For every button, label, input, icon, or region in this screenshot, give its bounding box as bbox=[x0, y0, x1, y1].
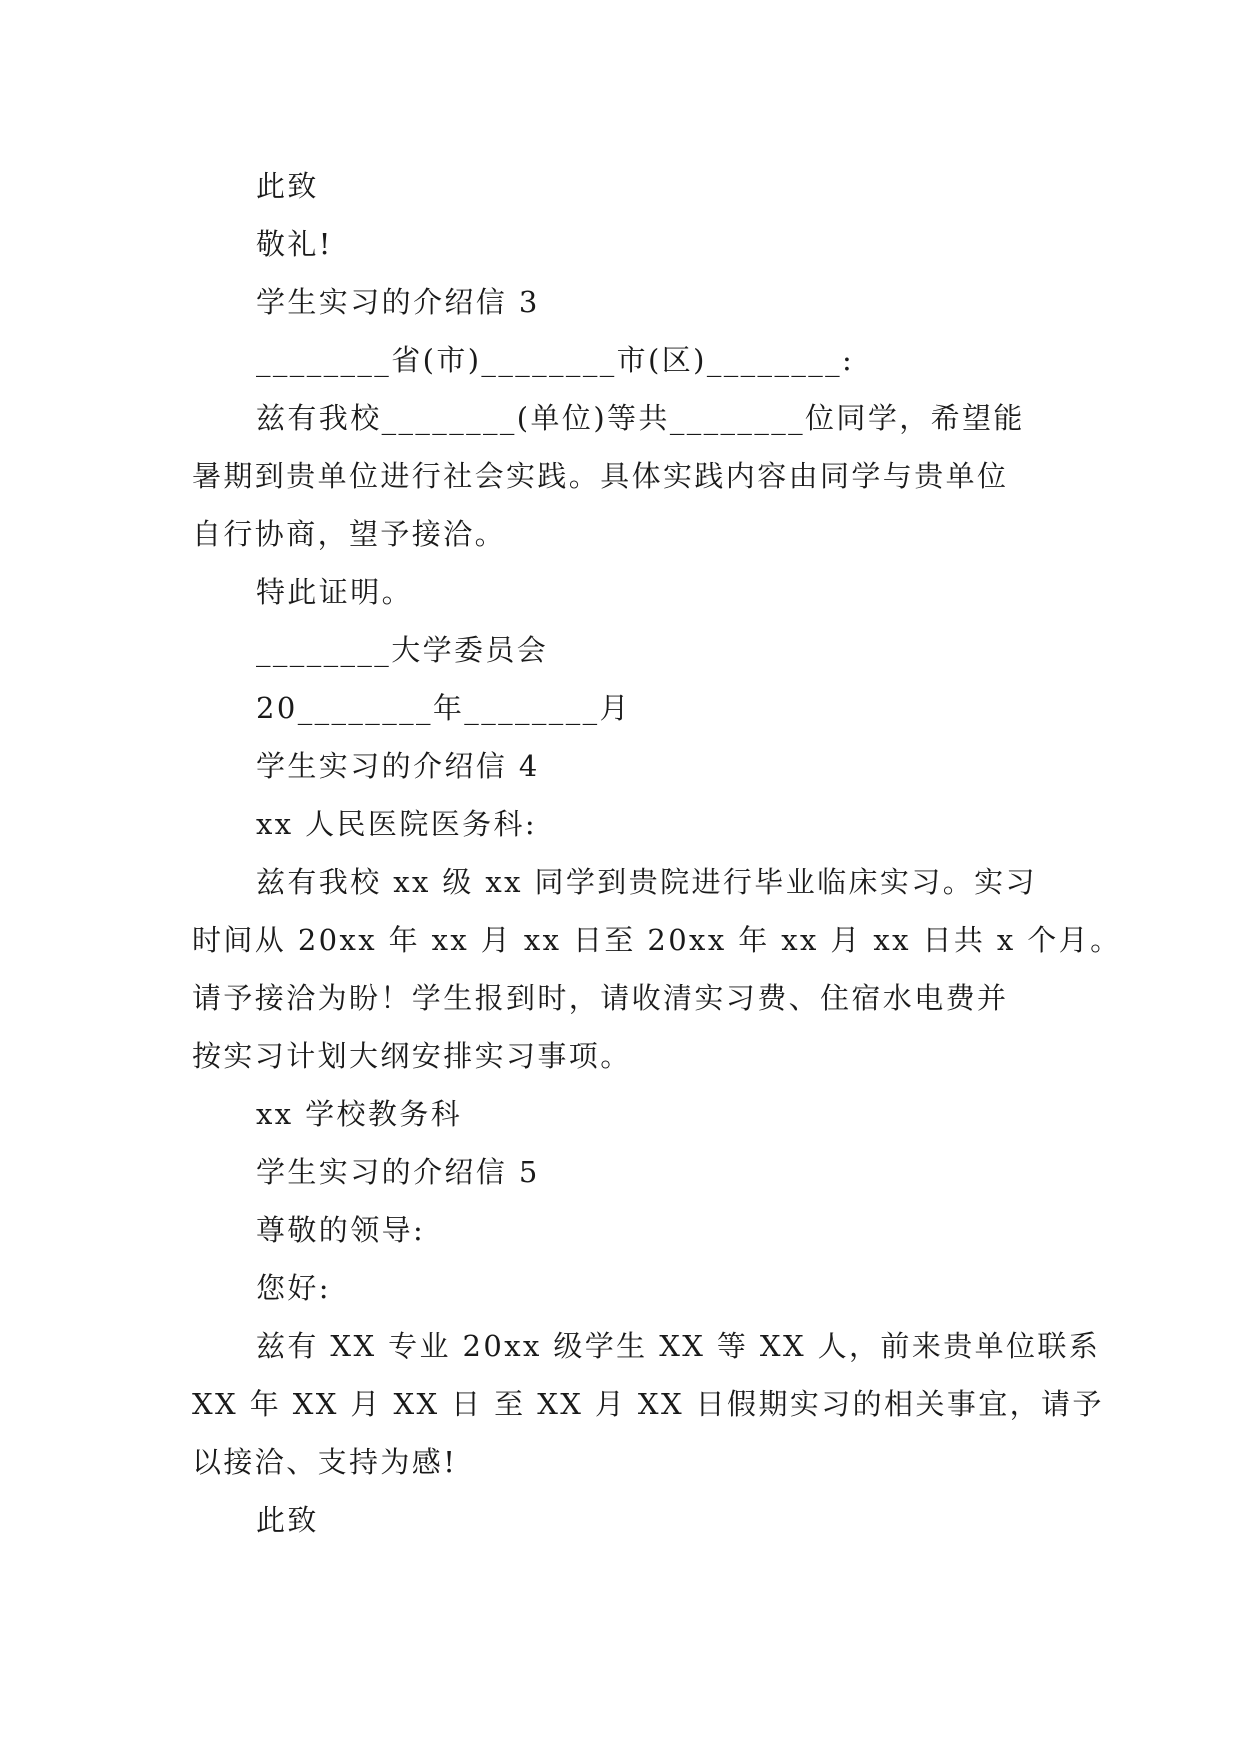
recipient-line: 尊敬的领导: bbox=[256, 1213, 426, 1247]
closing-line: 此致 bbox=[256, 169, 319, 203]
signature-line: xx 学校教务科 bbox=[256, 1097, 463, 1131]
salutation-line: 敬礼! bbox=[256, 227, 333, 261]
paragraph-line: 以接洽、支持为感! bbox=[192, 1445, 458, 1479]
certification-line: 特此证明。 bbox=[256, 575, 414, 609]
paragraph-line: 暑期到贵单位进行社会实践。具体实践内容由同学与贵单位 bbox=[192, 459, 1009, 493]
section-heading-5: 学生实习的介绍信 5 bbox=[256, 1155, 540, 1189]
recipient-line: xx 人民医院医务科: bbox=[256, 807, 538, 841]
paragraph-line: 兹有 XX 专业 20xx 级学生 XX 等 XX 人，前来贵单位联系 bbox=[256, 1329, 1101, 1363]
section-heading-3: 学生实习的介绍信 3 bbox=[256, 285, 540, 319]
recipient-line: ________省(市)________市(区)________: bbox=[256, 343, 855, 377]
letter-body bbox=[192, 157, 1122, 1549]
paragraph-line: 时间从 20xx 年 xx 月 xx 日至 20xx 年 xx 月 xx 日共 x 个月。 bbox=[192, 923, 1122, 957]
paragraph-line: XX 年 XX 月 XX 日 至 XX 月 XX 日假期实习的相关事宜，请予 bbox=[192, 1387, 1104, 1421]
signature-line: ________大学委员会 bbox=[256, 633, 549, 667]
section-heading-4: 学生实习的介绍信 4 bbox=[256, 749, 540, 783]
paragraph-line: 兹有我校 xx 级 xx 同学到贵院进行毕业临床实习。实习 bbox=[256, 865, 1037, 899]
closing-line: 此致 bbox=[256, 1503, 319, 1537]
date-line: 20________年________月 bbox=[256, 691, 631, 725]
paragraph-line: 自行协商，望予接洽。 bbox=[192, 517, 507, 551]
paragraph-line: 请予接洽为盼！学生报到时，请收清实习费、住宿水电费并 bbox=[192, 981, 1009, 1015]
paragraph-line: 按实习计划大纲安排实习事项。 bbox=[192, 1039, 632, 1073]
greeting-line: 您好: bbox=[256, 1271, 331, 1305]
paragraph-line: 兹有我校________(单位)等共________位同学，希望能 bbox=[256, 401, 1025, 435]
